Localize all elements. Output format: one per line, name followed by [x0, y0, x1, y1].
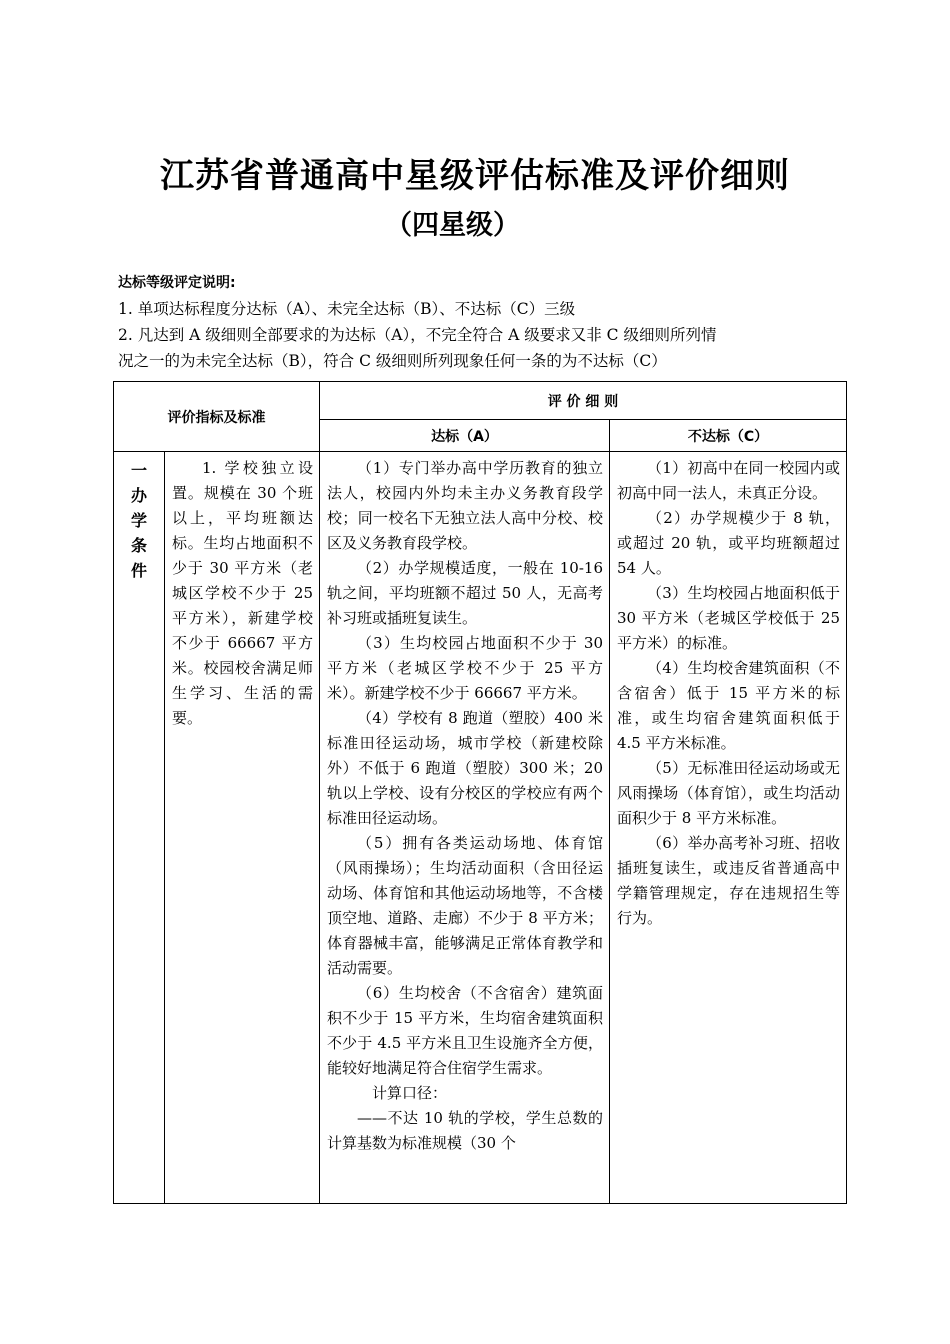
- notes-heading: 达标等级评定说明:: [118, 275, 236, 291]
- c-item: （5）无标准田径运动场或无风雨操场（体育馆），或生均活动面积少于 8 平方米标准。: [617, 759, 840, 827]
- standard-cell: [165, 452, 320, 1204]
- page-title: 江苏省普通高中星级评估标准及评价细则: [160, 156, 790, 196]
- a-item: ——不达 10 轨的学校，学生总数的计算基数为标准规模（30 个: [327, 1109, 603, 1152]
- rating-notes: [118, 270, 838, 374]
- grade-c-cell: [610, 452, 847, 1204]
- evaluation-table: [113, 381, 847, 1204]
- category-label: [114, 452, 165, 1204]
- a-item: （6）生均校舍（不含宿舍）建筑面积不少于 15 平方米，生均宿舍建筑面积不少于 4.5 平方米且卫生设施齐全方便，能较好地满足符合住宿学生需求。: [327, 984, 603, 1077]
- header-grade-a: 达标（A）: [320, 420, 610, 452]
- a-item: （4）学校有 8 跑道（塑胶）400 米标准田径运动场，城市学校（新建校除外）不低于 6 跑道（塑胶）300 米；20 轨以上学校、设有分校区的学校应有两个标准田径运动场。: [327, 709, 603, 827]
- a-item: （5）拥有各类运动场地、体育馆（风雨操场）；生均活动面积（含田径运动场、体育馆和其他运动场地等，不含楼顶空地、道路、走廊）不少于 8 平方米；体育器械丰富，能够满足正常体育教学和活动需要。: [327, 834, 603, 977]
- notes-line-2a: 2. 凡达到 A 级细则全部要求的为达标（A），不完全符合 A 级要求又非 C 级细则所列情: [118, 326, 717, 344]
- a-item: 计算口径：: [372, 1084, 448, 1102]
- category-char: 一: [130, 461, 147, 480]
- header-index-standard: 评价指标及标准: [114, 382, 320, 452]
- category-char: 办: [130, 486, 147, 505]
- c-item: （3）生均校园占地面积低于 30 平方米（老城区学校低于 25 平方米）的标准。: [617, 584, 840, 652]
- category-char: 件: [130, 561, 147, 580]
- notes-line-1: 1. 单项达标程度分达标（A）、未完全达标（B）、不达标（C）三级: [118, 300, 576, 318]
- c-item: （2）办学规模少于 8 轨，或超过 20 轨，或平均班额超过 54 人。: [617, 509, 840, 577]
- header-grade-c: 不达标（C）: [610, 420, 847, 452]
- notes-line-2b: 况之一的为未完全达标（B），符合 C 级细则所列现象任何一条的为不达标（C）: [118, 352, 667, 370]
- header-evaluation-detail: 评 价 细 则: [320, 382, 847, 420]
- c-item: （6）举办高考补习班、招收插班复读生，或违反省普通高中学籍管理规定，存在违规招生等行为。: [617, 834, 840, 927]
- c-item: （1）初高中在同一校园内或初高中同一法人，未真正分设。: [617, 459, 840, 502]
- c-item: （4）生均校舍建筑面积（不含宿舍）低于 15 平方米的标准，或生均宿舍建筑面积低于 4.5 平方米标准。: [617, 659, 840, 752]
- standard-text: 1. 学校独立设置。规模在 30 个班以上，平均班额达标。生均占地面积不少于 30 平方米（老城区学校不少于 25 平方米），新建学校不少于 66667 平方米。校园校舍满足师生学习、生活的需要。: [172, 459, 313, 727]
- a-item: （2）办学规模适度，一般在 10-16 轨之间，平均班额不超过 50 人，无高考补习班或插班复读生。: [327, 559, 603, 627]
- a-item: （3）生均校园占地面积不少于 30 平方米（老城区学校不少于 25 平方米）。新建学校不少于 66667 平方米。: [327, 634, 603, 702]
- category-char: 学: [130, 511, 147, 530]
- category-char: 条: [130, 536, 147, 555]
- grade-a-cell: [320, 452, 610, 1204]
- page-subtitle: （四星级）: [385, 210, 520, 241]
- a-item: （1）专门举办高中学历教育的独立法人，校园内外均未主办义务教育段学校；同一校名下无独立法人高中分校、校区及义务教育段学校。: [327, 459, 603, 552]
